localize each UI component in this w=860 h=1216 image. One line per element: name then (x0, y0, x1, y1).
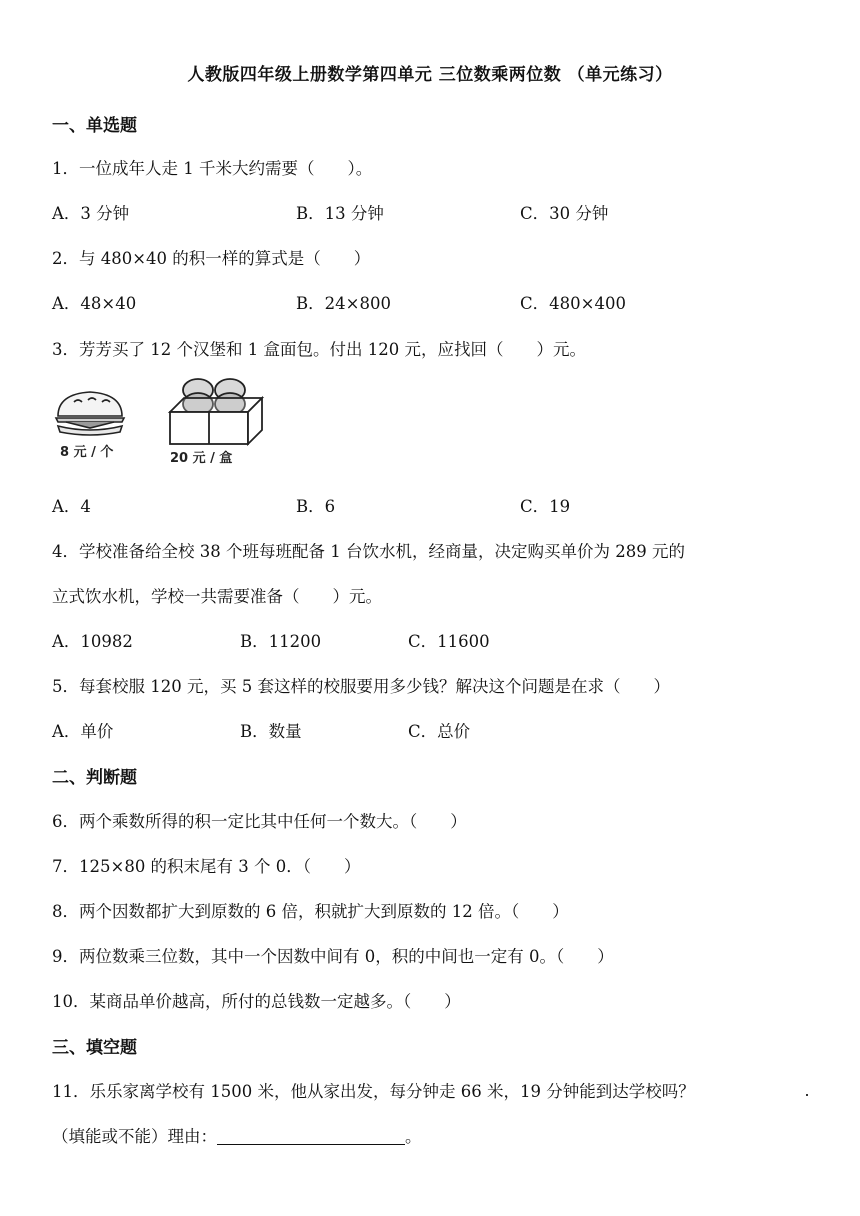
burger-and-bread-box-illustration (52, 372, 272, 468)
section-heading-single-choice: 一、单选题 (52, 116, 137, 136)
page-title: 人教版四年级上册数学第四单元 三位数乘两位数 （单元练习） (187, 65, 673, 85)
burger-icon (56, 392, 124, 435)
burger-price-label: 8 元 / 个 (60, 445, 114, 460)
question-4-line-2: 立式饮水机，学校一共需要准备（ ）元。 (52, 587, 382, 606)
section-heading-fill-in: 三、填空题 (52, 1038, 137, 1058)
question-9: 9．两位数乘三位数，其中一个因数中间有 0，积的中间也一定有 0。（ ） (52, 947, 614, 966)
q3-option-a: A．4 (52, 497, 91, 516)
question-11-line-1: 11．乐乐家离学校有 1500 米，他从家出发，每分钟走 66 米，19 分钟能到达学校吗？ (52, 1082, 695, 1101)
question-2: 2．与 480×40 的积一样的算式是（ ） (52, 249, 371, 268)
q4-option-b: B．11200 (240, 632, 322, 651)
question-8: 8．两个因数都扩大到原数的 6 倍，积就扩大到原数的 12 倍。（ ） (52, 902, 569, 921)
question-11-line-2 (52, 1123, 422, 1147)
answer-blank[interactable] (217, 1128, 405, 1145)
q5-option-c: C．总价 (408, 722, 471, 741)
q4-option-c: C．11600 (408, 632, 490, 651)
question-6: 6．两个乘数所得的积一定比其中任何一个数大。（ ） (52, 812, 467, 831)
q11-end-punct: 。 (405, 1127, 422, 1146)
q4-option-a: A．10982 (52, 632, 133, 651)
question-4-line-1: 4．学校准备给全校 38 个班每班配备 1 台饮水机，经商量，决定购买单价为 289 元的 (52, 542, 685, 561)
q3-option-b: B．6 (296, 497, 336, 516)
question-7: 7．125×80 的积末尾有 3 个 0．（ ） (52, 857, 361, 876)
q2-option-a: A．48×40 (52, 294, 137, 313)
q5-option-a: A．单价 (52, 722, 114, 741)
question-1: 1．一位成年人走 1 千米大约需要（ ）。 (52, 159, 373, 178)
bread-box-icon (170, 379, 262, 444)
section-heading-true-false: 二、判断题 (52, 768, 137, 788)
stray-dot (806, 1094, 808, 1096)
q11-prompt: （填能或不能）理由： (52, 1127, 217, 1146)
q2-option-c: C．480×400 (520, 294, 626, 313)
question-10: 10．某商品单价越高，所付的总钱数一定越多。（ ） (52, 992, 461, 1011)
q3-option-c: C．19 (520, 497, 571, 516)
q2-option-b: B．24×800 (296, 294, 391, 313)
question-5: 5．每套校服 120 元，买 5 套这样的校服要用多少钱？解决这个问题是在求（ ） (52, 677, 670, 696)
q5-option-b: B．数量 (240, 722, 302, 741)
question-3: 3．芳芳买了 12 个汉堡和 1 盒面包。付出 120 元，应找回（ ）元。 (52, 340, 586, 359)
q1-option-a: A．3 分钟 (52, 204, 130, 223)
q1-option-b: B．13 分钟 (296, 204, 384, 223)
q1-option-c: C．30 分钟 (520, 204, 609, 223)
bread-box-price-label: 20 元 / 盒 (170, 451, 233, 466)
